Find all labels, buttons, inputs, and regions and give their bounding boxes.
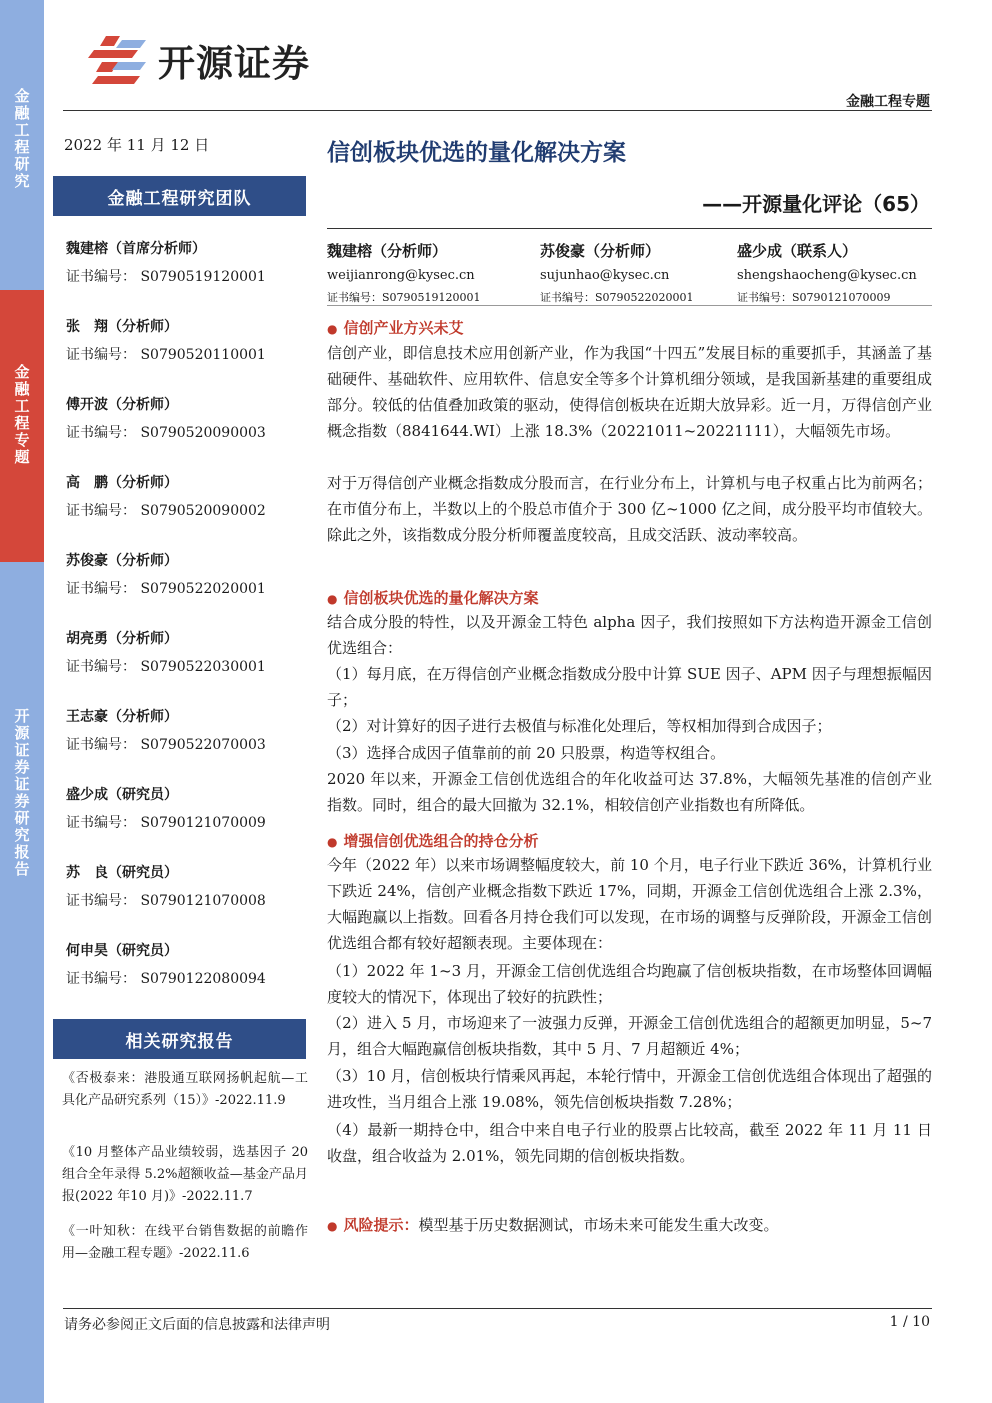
section-paragraph: （2）进入 5 月，市场迎来了一波强力反弹，开源金工信创优选组合的超额更加明显，5~7 月，组合大幅跑赢信创板块指数，其中 5 月、7 月超额近 4%； bbox=[327, 1014, 932, 1058]
analyst-cert: 证书编号： S0790520110001 bbox=[66, 347, 266, 363]
logo-mark-icon bbox=[88, 32, 148, 88]
author-block bbox=[540, 240, 694, 305]
section-heading-text: 信创产业方兴未艾 bbox=[343, 319, 464, 337]
related-report-link[interactable]: 《否极泰来：港股通互联网扬帆起航—工具化产品研究系列（15）》-2022.11.9 bbox=[62, 1071, 308, 1108]
analyst-entry bbox=[66, 316, 266, 364]
analyst-name: 何申昊（研究员） bbox=[66, 943, 178, 959]
author-email[interactable]: weijianrong@kysec.cn bbox=[327, 268, 475, 283]
footer-disclaimer: 请务必参阅正文后面的信息披露和法律声明 bbox=[64, 1317, 330, 1333]
sidebar-middle-label: 金融工程专题 bbox=[14, 363, 30, 466]
section-paragraph: （4）最新一期持仓中，组合中来自电子行业的股票占比较高，截至 2022 年 11 月 11 日收盘，组合收益为 2.01%，领先同期的信创板块指数。 bbox=[327, 1121, 932, 1165]
analyst-entry bbox=[66, 472, 266, 520]
analyst-cert: 证书编号： S0790519120001 bbox=[66, 269, 266, 285]
page-number: 1 / 10 bbox=[889, 1314, 930, 1330]
risk-text: 模型基于历史数据测试，市场未来可能发生重大改变。 bbox=[418, 1216, 779, 1234]
section-heading bbox=[327, 317, 464, 338]
bullet-icon: ● bbox=[327, 322, 338, 336]
analyst-name: 张 翔（分析师） bbox=[66, 319, 178, 335]
analyst-entry bbox=[66, 394, 266, 442]
analyst-name: 苏 良（研究员） bbox=[66, 865, 178, 881]
sidebar-middle bbox=[0, 290, 44, 562]
report-date: 2022 年 11 月 12 日 bbox=[64, 136, 210, 154]
sidebar-bottom-label: 开源证券 证券研究报告 bbox=[14, 707, 30, 878]
section-paragraph: （1）2022 年 1~3 月，开源金工信创优选组合均跑赢了信创板块指数，在市场整体回调幅度较大的情况下，体现出了较好的抗跌性； bbox=[327, 962, 932, 1006]
section-paragraph: 结合成分股的特性，以及开源金工特色 alpha 因子，我们按照如下方法构造开源金工信创优选组合： bbox=[327, 613, 932, 657]
analyst-cert: 证书编号： S0790121070008 bbox=[66, 893, 266, 909]
analyst-name: 苏俊豪（分析师） bbox=[66, 553, 178, 569]
author-email[interactable]: sujunhao@kysec.cn bbox=[540, 268, 670, 283]
bullet-icon: ● bbox=[327, 835, 338, 849]
header-tag: 金融工程专题 bbox=[846, 94, 930, 110]
analyst-cert: 证书编号： S0790522030001 bbox=[66, 659, 266, 675]
section-paragraph: （3）选择合成因子值靠前的前 20 只股票，构造等权组合。 bbox=[327, 744, 726, 762]
logo-text: 开源证券 bbox=[158, 42, 310, 85]
section-heading bbox=[327, 587, 539, 608]
author-block bbox=[737, 240, 917, 305]
author-cert: 证书编号：S0790522020001 bbox=[540, 291, 694, 304]
author-email[interactable]: shengshaocheng@kysec.cn bbox=[737, 268, 917, 283]
author-block bbox=[327, 240, 481, 305]
analyst-entry bbox=[66, 706, 266, 754]
analyst-cert: 证书编号： S0790122080094 bbox=[66, 971, 266, 987]
analyst-cert: 证书编号： S0790522020001 bbox=[66, 581, 266, 597]
footer-divider bbox=[63, 1308, 932, 1309]
section-paragraph: （1）每月底，在万得信创产业概念指数成分股中计算 SUE 因子、APM 因子与理想振幅因子； bbox=[327, 665, 932, 709]
section-heading-text: 增强信创优选组合的持仓分析 bbox=[343, 832, 539, 850]
company-logo bbox=[88, 30, 310, 90]
author-cert: 证书编号：S0790519120001 bbox=[327, 291, 481, 304]
sidebar-bottom bbox=[0, 562, 44, 1403]
analyst-cert: 证书编号： S0790121070009 bbox=[66, 815, 266, 831]
sidebar-top bbox=[0, 0, 44, 290]
risk-notice bbox=[327, 1214, 779, 1235]
section-paragraph: 2020 年以来，开源金工信创优选组合的年化收益可达 37.8%，大幅领先基准的信创产业指数。同时，组合的最大回撤为 32.1%，相较信创产业指数也有所降低。 bbox=[327, 770, 932, 814]
related-reports-title: 相关研究报告 bbox=[53, 1019, 306, 1059]
analyst-entry bbox=[66, 550, 266, 598]
analyst-cert: 证书编号： S0790522070003 bbox=[66, 737, 266, 753]
section-paragraph: （3）10 月，信创板块行情乘风再起，本轮行情中，开源金工信创优选组合体现出了超强的进攻性，当月组合上涨 19.08%，领先信创板块指数 7.28%； bbox=[327, 1067, 932, 1111]
sidebar-top-label: 金融工程研究 bbox=[14, 87, 30, 190]
analyst-name: 魏建榕（首席分析师） bbox=[66, 241, 206, 257]
bullet-icon: ● bbox=[327, 592, 338, 606]
author-cert: 证书编号：S0790121070009 bbox=[737, 291, 891, 304]
report-subtitle: ——开源量化评论（65） bbox=[702, 192, 930, 216]
related-report-link[interactable]: 《10 月整体产品业绩较弱，选基因子 20 组合全年录得 5.2%超额收益—基金产品月报(2022 年10 月)》-2022.11.7 bbox=[62, 1145, 308, 1204]
analyst-name: 高 鹏（分析师） bbox=[66, 475, 178, 491]
analyst-name: 胡亮勇（分析师） bbox=[66, 631, 178, 647]
author-name: 盛少成（联系人） bbox=[737, 242, 858, 260]
section-heading bbox=[327, 830, 539, 851]
analyst-name: 王志豪（分析师） bbox=[66, 709, 178, 725]
report-title: 信创板块优选的量化解决方案 bbox=[327, 140, 626, 166]
analyst-entry bbox=[66, 940, 266, 988]
author-name: 魏建榕（分析师） bbox=[327, 242, 448, 260]
section-paragraph: 今年（2022 年）以来市场调整幅度较大，前 10 个月，电子行业下跌近 36%，计算机行业下跌近 24%，信创产业概念指数下跌近 17%，同期，开源金工信创优选组合上涨 2.3%，大幅跑赢以上指数。回看各月持仓我们可以发现，在市场的调整与反弹阶段，开源金工信创优选组合都有较好超额表现。主要体现在： bbox=[327, 856, 932, 952]
analyst-entry bbox=[66, 628, 266, 676]
title-divider bbox=[327, 228, 932, 229]
analyst-entry bbox=[66, 862, 266, 910]
section-heading-text: 信创板块优选的量化解决方案 bbox=[343, 589, 539, 607]
author-name: 苏俊豪（分析师） bbox=[540, 242, 661, 260]
analyst-name: 傅开波（分析师） bbox=[66, 397, 178, 413]
analyst-cert: 证书编号： S0790520090003 bbox=[66, 425, 266, 441]
bullet-icon: ● bbox=[327, 1219, 338, 1233]
section-paragraph: 对于万得信创产业概念指数成分股而言，在行业分布上，计算机与电子权重占比为前两名；在市值分布上，半数以上的个股总市值介于 300 亿~1000 亿之间，成分股平均市值较大。除此之外，该指数成分股分析师覆盖度较高，且成交活跃、波动率较高。 bbox=[327, 474, 932, 544]
authors-divider bbox=[327, 305, 932, 306]
analyst-entry bbox=[66, 238, 266, 286]
header-divider bbox=[63, 110, 932, 111]
analyst-cert: 证书编号： S0790520090002 bbox=[66, 503, 266, 519]
section-paragraph: （2）对计算好的因子进行去极值与标准化处理后，等权相加得到合成因子； bbox=[327, 717, 832, 735]
section-paragraph: 信创产业，即信息技术应用创新产业，作为我国“十四五”发展目标的重要抓手，其涵盖了基础硬件、基础软件、应用软件、信息安全等多个计算机细分领域，是我国新基建的重要组成部分。较低的估值叠加政策的驱动，使得信创板块在近期大放异彩。近一月，万得信创产业概念指数（8841644.WI）上涨 18.3%（20221011~20221111），大幅领先市场。 bbox=[327, 344, 932, 440]
analyst-entry bbox=[66, 784, 266, 832]
risk-label: 风险提示： bbox=[343, 1216, 419, 1234]
related-report-link[interactable]: 《一叶知秋：在线平台销售数据的前瞻作用—金融工程专题》-2022.11.6 bbox=[62, 1224, 308, 1261]
team-title: 金融工程研究团队 bbox=[53, 176, 306, 216]
analyst-name: 盛少成（研究员） bbox=[66, 787, 178, 803]
